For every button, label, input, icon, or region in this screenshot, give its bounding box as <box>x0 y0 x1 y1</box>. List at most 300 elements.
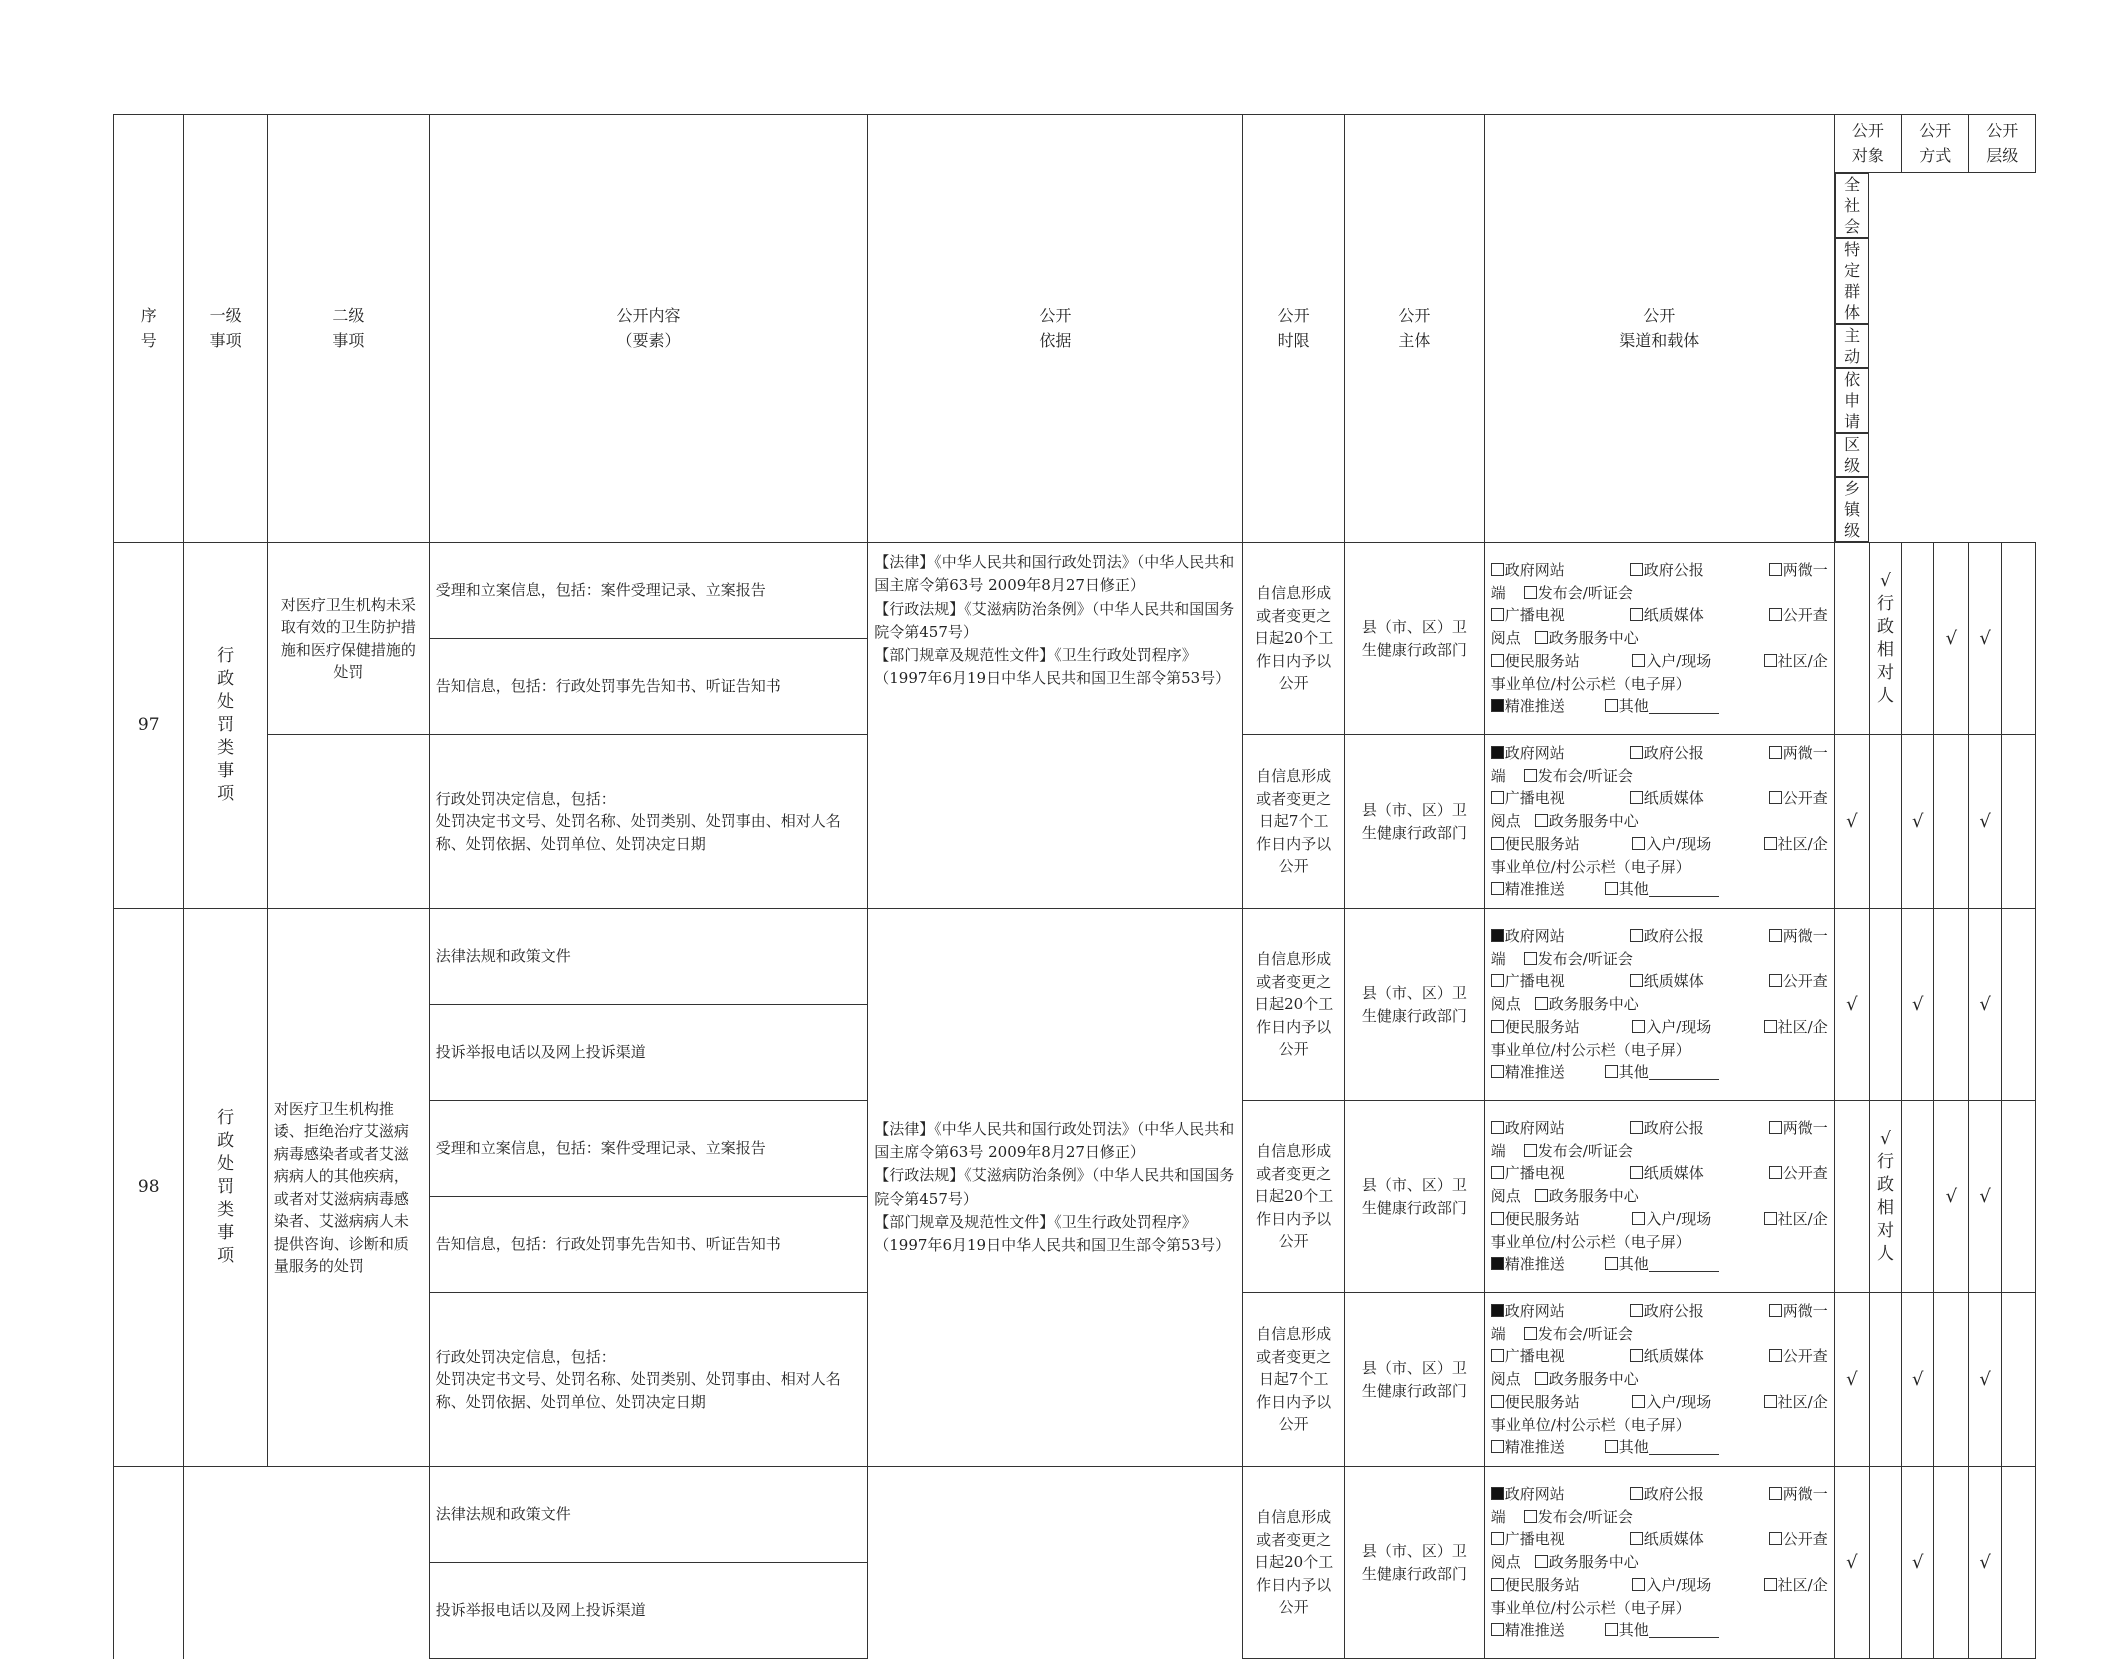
checkbox-icon <box>1769 791 1782 804</box>
channel-option: 社区/企 <box>1777 1017 1828 1036</box>
check-active-99-a: √ <box>1902 1467 1934 1659</box>
channel-option: 端 <box>1490 583 1506 602</box>
blank-line <box>1649 1440 1719 1455</box>
channel-option: 政府公报 <box>1643 1302 1704 1321</box>
channel-option: 事业单位/村公示栏（电子屏） <box>1490 1040 1691 1059</box>
checkbox-icon <box>1632 1395 1645 1408</box>
checkbox-icon <box>1535 1372 1548 1385</box>
channel-option: 入户/现场 <box>1646 1575 1712 1594</box>
category-char: 罚 <box>217 1177 235 1197</box>
header-level: 公开 层级 <box>1969 115 2036 173</box>
channel-option: 阅点 <box>1490 812 1521 831</box>
category-char: 行 <box>217 1108 235 1128</box>
checkbox-icon <box>1491 1532 1504 1545</box>
check-active-97-a <box>1902 543 1934 735</box>
basis-97: 【法律】《中华人民共和国行政处罚法》（中华人民共和国主席令第63号 2009年8月27日修正） 【行政法规】《艾滋病防治条例》（中华人民共和国国务院令第457号） 【部门规章及规范性文件】《卫生行政处罚程序》（1997年6月19日中华人民共和国卫生部令第53号） <box>868 543 1243 909</box>
category-char: 项 <box>217 1246 235 1266</box>
checkbox-icon <box>1524 769 1537 782</box>
checkbox-icon <box>1769 1532 1782 1545</box>
channel-option: 政务服务中心 <box>1548 1370 1639 1389</box>
checkbox-icon <box>1764 1395 1777 1408</box>
checkbox-icon <box>1630 1304 1643 1317</box>
channel-option: 社区/企 <box>1777 834 1828 853</box>
channel-option: 公开查 <box>1782 606 1828 625</box>
channel-99-a <box>1484 1467 1834 1659</box>
channel-option: 政府公报 <box>1643 927 1704 946</box>
channel-option: 政府公报 <box>1643 561 1704 580</box>
channel-option: 端 <box>1490 949 1506 968</box>
check-district-98-e: √ <box>1969 1293 2001 1467</box>
channel-option: 政务服务中心 <box>1548 629 1639 648</box>
checkbox-icon <box>1491 608 1504 621</box>
channel-option: 发布会/听证会 <box>1537 1507 1633 1526</box>
basis-99 <box>868 1467 1243 1659</box>
content-98-a: 法律法规和政策文件 <box>429 909 867 1005</box>
checkbox-icon <box>1524 1327 1537 1340</box>
check-apply-99-a <box>1934 1467 1969 1659</box>
channel-option: 阅点 <box>1490 995 1521 1014</box>
category-98 <box>184 909 267 1467</box>
channel-option: 政府网站 <box>1504 744 1565 763</box>
limit-97-a: 自信息形成 或者变更之 日起20个工 作日内予以 公开 <box>1243 543 1345 735</box>
channel-option: 公开查 <box>1782 972 1828 991</box>
channel-option: 其他 <box>1618 1438 1649 1457</box>
seq-98: 98 <box>114 909 184 1467</box>
channel-option: 精准推送 <box>1504 1621 1565 1640</box>
specific-group-char: 对 <box>1877 662 1895 683</box>
seq-99 <box>114 1467 184 1659</box>
checkbox-icon <box>1632 837 1645 850</box>
channel-option: 阅点 <box>1490 1370 1521 1389</box>
header-target-specific: 特 定 群 体 <box>1835 238 1870 324</box>
checkbox-icon <box>1535 1189 1548 1202</box>
checkbox-icon <box>1630 563 1643 576</box>
channel-option: 政府网站 <box>1504 1302 1565 1321</box>
check-specific-97-c <box>1869 735 1901 909</box>
header-mode-active: 主 动 <box>1835 324 1870 368</box>
check-all-98-c <box>1834 1101 1869 1293</box>
specific-group-char: √ <box>1880 570 1891 591</box>
category-char: 项 <box>217 784 235 804</box>
checkbox-icon <box>1491 1440 1504 1453</box>
subject-97-a: 县（市、区）卫 生健康行政部门 <box>1344 543 1484 735</box>
channel-option: 两微一 <box>1782 1119 1828 1138</box>
channel-option: 政务服务中心 <box>1548 1187 1639 1206</box>
check-district-97-a: √ <box>1969 543 2001 735</box>
checkbox-icon <box>1630 746 1643 759</box>
checkbox-icon <box>1769 563 1782 576</box>
channel-option: 公开查 <box>1782 1164 1828 1183</box>
channel-option: 入户/现场 <box>1646 1017 1712 1036</box>
disclosure-table <box>113 114 2036 1659</box>
channel-option: 其他 <box>1618 1063 1649 1082</box>
checkbox-icon <box>1491 929 1504 942</box>
limit-98-c: 自信息形成 或者变更之 日起20个工 作日内予以 公开 <box>1243 1101 1345 1293</box>
category-char: 类 <box>217 1200 235 1220</box>
category-char: 类 <box>217 738 235 758</box>
check-apply-98-c: √ <box>1934 1101 1969 1293</box>
checkbox-icon <box>1491 837 1504 850</box>
check-apply-98-a <box>1934 909 1969 1101</box>
category-char: 事 <box>217 761 235 781</box>
specific-group-char: 行 <box>1877 593 1895 614</box>
channel-option: 政府网站 <box>1504 927 1565 946</box>
channel-option: 两微一 <box>1782 561 1828 580</box>
content-98-d: 告知信息，包括：行政处罚事先告知书、听证告知书 <box>429 1197 867 1293</box>
checkbox-icon <box>1630 1349 1643 1362</box>
header-mode-apply: 依 申 请 <box>1835 368 1870 433</box>
channel-option: 入户/现场 <box>1646 651 1712 670</box>
checkbox-icon <box>1491 746 1504 759</box>
seq-97: 97 <box>114 543 184 909</box>
checkbox-icon <box>1605 1257 1618 1270</box>
channel-option: 两微一 <box>1782 927 1828 946</box>
channel-97-c <box>1484 735 1834 909</box>
checkbox-icon <box>1630 929 1643 942</box>
checkbox-icon <box>1491 1487 1504 1500</box>
content-97-b: 告知信息，包括：行政处罚事先告知书、听证告知书 <box>429 639 867 735</box>
check-specific-98-c <box>1869 1101 1901 1293</box>
check-town-99-a <box>2001 1467 2035 1659</box>
content-98-b: 投诉举报电话以及网上投诉渠道 <box>429 1005 867 1101</box>
checkbox-icon <box>1524 1144 1537 1157</box>
channel-98-c <box>1484 1101 1834 1293</box>
check-town-98-c <box>2001 1101 2035 1293</box>
checkbox-icon <box>1491 699 1504 712</box>
channel-option: 纸质媒体 <box>1643 606 1704 625</box>
specific-group-char: 行 <box>1877 1151 1895 1172</box>
header-content: 公开内容 （要素） <box>429 115 867 543</box>
content-97-a: 受理和立案信息，包括：案件受理记录、立案报告 <box>429 543 867 639</box>
channel-option: 其他 <box>1618 1621 1649 1640</box>
checkbox-icon <box>1535 631 1548 644</box>
channel-option: 纸质媒体 <box>1643 789 1704 808</box>
checkbox-icon <box>1764 654 1777 667</box>
category-char: 事 <box>217 1223 235 1243</box>
channel-option: 社区/企 <box>1777 651 1828 670</box>
subject-98-c: 县（市、区）卫 生健康行政部门 <box>1344 1101 1484 1293</box>
header-level2: 二级 事项 <box>267 115 429 543</box>
specific-group-char: √ <box>1880 1128 1891 1149</box>
subject-98-e: 县（市、区）卫 生健康行政部门 <box>1344 1293 1484 1467</box>
channel-option: 事业单位/村公示栏（电子屏） <box>1490 1598 1691 1617</box>
check-town-98-a <box>2001 909 2035 1101</box>
channel-option: 公开查 <box>1782 1347 1828 1366</box>
channel-option: 政府网站 <box>1504 1485 1565 1504</box>
checkbox-icon <box>1535 997 1548 1010</box>
checkbox-icon <box>1630 1166 1643 1179</box>
channel-option: 其他 <box>1618 1255 1649 1274</box>
header-level1: 一级 事项 <box>184 115 267 543</box>
specific-group-char: 相 <box>1877 639 1895 660</box>
checkbox-icon <box>1769 1349 1782 1362</box>
check-specific-98-a <box>1869 909 1901 1101</box>
item-97-continued <box>267 735 429 909</box>
checkbox-icon <box>1764 1020 1777 1033</box>
checkbox-icon <box>1764 1212 1777 1225</box>
check-all-98-e: √ <box>1834 1293 1869 1467</box>
checkbox-icon <box>1632 1212 1645 1225</box>
channel-option: 精准推送 <box>1504 697 1565 716</box>
channel-option: 入户/现场 <box>1646 834 1712 853</box>
check-town-97-a <box>2001 543 2035 735</box>
check-specific-97-a <box>1869 543 1901 735</box>
channel-option: 社区/企 <box>1777 1575 1828 1594</box>
content-98-e: 行政处罚决定信息，包括： 处罚决定书文号、处罚名称、处罚类别、处罚事由、相对人名称、处罚依据、处罚单位、处罚决定日期 <box>429 1293 867 1467</box>
checkbox-icon <box>1769 1121 1782 1134</box>
checkbox-icon <box>1769 746 1782 759</box>
check-district-98-c: √ <box>1969 1101 2001 1293</box>
channel-option: 广播电视 <box>1504 606 1565 625</box>
checkbox-icon <box>1491 1623 1504 1636</box>
channel-option: 公开查 <box>1782 1530 1828 1549</box>
check-town-98-e <box>2001 1293 2035 1467</box>
checkbox-icon <box>1632 654 1645 667</box>
checkbox-icon <box>1764 1578 1777 1591</box>
checkbox-icon <box>1605 1623 1618 1636</box>
channel-option: 阅点 <box>1490 1553 1521 1572</box>
category-char: 行 <box>217 646 235 666</box>
checkbox-icon <box>1605 882 1618 895</box>
channel-option: 两微一 <box>1782 1302 1828 1321</box>
checkbox-icon <box>1605 1440 1618 1453</box>
checkbox-icon <box>1524 586 1537 599</box>
checkbox-icon <box>1491 1304 1504 1317</box>
item-98: 对医疗卫生机构推诿、拒绝治疗艾滋病病毒感染者或者艾滋病病人的其他疾病，或者对艾滋病病毒感染者、艾滋病病人未提供咨询、诊断和质量服务的处罚 <box>267 909 429 1467</box>
basis-98: 【法律】《中华人民共和国行政处罚法》（中华人民共和国主席令第63号 2009年8月27日修正） 【行政法规】《艾滋病防治条例》（中华人民共和国国务院令第457号） 【部门规章及规范性文件】《卫生行政处罚程序》（1997年6月19日中华人民共和国卫生部令第53号） <box>868 909 1243 1467</box>
limit-98-e: 自信息形成 或者变更之 日起7个工 作日内予以 公开 <box>1243 1293 1345 1467</box>
channel-option: 事业单位/村公示栏（电子屏） <box>1490 674 1691 693</box>
channel-option: 入户/现场 <box>1646 1209 1712 1228</box>
subject-97-c: 县（市、区）卫 生健康行政部门 <box>1344 735 1484 909</box>
category-99 <box>184 1467 267 1659</box>
category-char: 处 <box>217 1154 235 1174</box>
channel-option: 发布会/听证会 <box>1537 583 1633 602</box>
channel-option: 公开查 <box>1782 789 1828 808</box>
channel-option: 便民服务站 <box>1504 834 1580 853</box>
item-97: 对医疗卫生机构未采取有效的卫生防护措施和医疗保健措施的处罚 <box>267 543 429 735</box>
blank-line <box>1649 1623 1719 1638</box>
checkbox-icon <box>1630 1487 1643 1500</box>
check-specific-98-e <box>1869 1293 1901 1467</box>
blank-line <box>1649 882 1719 897</box>
header-channel: 公开 渠道和载体 <box>1484 115 1834 543</box>
checkbox-icon <box>1524 1510 1537 1523</box>
channel-option: 纸质媒体 <box>1643 1530 1704 1549</box>
checkbox-icon <box>1491 1395 1504 1408</box>
specific-group-char: 人 <box>1877 685 1895 706</box>
check-all-97-c: √ <box>1834 735 1869 909</box>
content-99-a: 法律法规和政策文件 <box>429 1467 867 1563</box>
category-char: 政 <box>217 669 235 689</box>
channel-option: 其他 <box>1618 880 1649 899</box>
checkbox-icon <box>1632 1020 1645 1033</box>
channel-option: 政务服务中心 <box>1548 812 1639 831</box>
checkbox-icon <box>1605 1065 1618 1078</box>
checkbox-icon <box>1491 1020 1504 1033</box>
channel-option: 政府公报 <box>1643 1485 1704 1504</box>
channel-option: 端 <box>1490 1324 1506 1343</box>
category-char: 罚 <box>217 715 235 735</box>
check-specific-99-a <box>1869 1467 1901 1659</box>
channel-option: 便民服务站 <box>1504 1575 1580 1594</box>
checkbox-icon <box>1630 1532 1643 1545</box>
check-all-98-a: √ <box>1834 909 1869 1101</box>
header-subject: 公开 主体 <box>1344 115 1484 543</box>
check-all-97-a <box>1834 543 1869 735</box>
channel-option: 发布会/听证会 <box>1537 1141 1633 1160</box>
checkbox-icon <box>1535 814 1548 827</box>
channel-option: 纸质媒体 <box>1643 1347 1704 1366</box>
checkbox-icon <box>1491 1065 1504 1078</box>
channel-option: 发布会/听证会 <box>1537 949 1633 968</box>
checkbox-icon <box>1491 1166 1504 1179</box>
channel-option: 事业单位/村公示栏（电子屏） <box>1490 1415 1691 1434</box>
checkbox-icon <box>1769 974 1782 987</box>
channel-option: 事业单位/村公示栏（电子屏） <box>1490 1232 1691 1251</box>
channel-option: 社区/企 <box>1777 1392 1828 1411</box>
channel-option: 发布会/听证会 <box>1537 1324 1633 1343</box>
channel-98-e <box>1484 1293 1834 1467</box>
checkbox-icon <box>1491 654 1504 667</box>
channel-option: 社区/企 <box>1777 1209 1828 1228</box>
channel-option: 精准推送 <box>1504 1255 1565 1274</box>
checkbox-icon <box>1491 563 1504 576</box>
header-target-all: 全 社 会 <box>1835 173 1870 238</box>
specific-group-char: 对 <box>1877 1220 1895 1241</box>
channel-option: 政务服务中心 <box>1548 1553 1639 1572</box>
channel-option: 政务服务中心 <box>1548 995 1639 1014</box>
checkbox-icon <box>1769 1487 1782 1500</box>
channel-option: 精准推送 <box>1504 1438 1565 1457</box>
check-apply-97-c <box>1934 735 1969 909</box>
channel-option: 广播电视 <box>1504 1347 1565 1366</box>
specific-group-char: 政 <box>1877 616 1895 637</box>
checkbox-icon <box>1524 952 1537 965</box>
blank-line <box>1649 1257 1719 1272</box>
checkbox-icon <box>1491 1349 1504 1362</box>
check-active-98-e: √ <box>1902 1293 1934 1467</box>
channel-option: 端 <box>1490 1507 1506 1526</box>
channel-option: 事业单位/村公示栏（电子屏） <box>1490 857 1691 876</box>
checkbox-icon <box>1769 929 1782 942</box>
channel-option: 纸质媒体 <box>1643 1164 1704 1183</box>
check-active-98-c <box>1902 1101 1934 1293</box>
header-mode: 公开 方式 <box>1902 115 1969 173</box>
channel-option: 纸质媒体 <box>1643 972 1704 991</box>
channel-option: 精准推送 <box>1504 880 1565 899</box>
header-target: 公开 对象 <box>1834 115 1901 173</box>
channel-option: 便民服务站 <box>1504 1209 1580 1228</box>
item-99 <box>267 1467 429 1659</box>
channel-option: 两微一 <box>1782 1485 1828 1504</box>
blank-line <box>1649 1065 1719 1080</box>
check-apply-97-a: √ <box>1934 543 1969 735</box>
checkbox-icon <box>1491 1212 1504 1225</box>
content-97-c: 行政处罚决定信息，包括： 处罚决定书文号、处罚名称、处罚类别、处罚事由、相对人名称、处罚依据、处罚单位、处罚决定日期 <box>429 735 867 909</box>
channel-option: 端 <box>1490 766 1506 785</box>
checkbox-icon <box>1491 1257 1504 1270</box>
channel-option: 阅点 <box>1490 629 1521 648</box>
checkbox-icon <box>1630 608 1643 621</box>
channel-option: 政府公报 <box>1643 744 1704 763</box>
checkbox-icon <box>1769 1166 1782 1179</box>
category-char: 处 <box>217 692 235 712</box>
channel-option: 广播电视 <box>1504 789 1565 808</box>
checkbox-icon <box>1769 1304 1782 1317</box>
check-active-97-c: √ <box>1902 735 1934 909</box>
header-basis: 公开 依据 <box>868 115 1243 543</box>
category-97 <box>184 543 267 909</box>
channel-option: 广播电视 <box>1504 972 1565 991</box>
check-apply-98-e <box>1934 1293 1969 1467</box>
check-district-99-a: √ <box>1969 1467 2001 1659</box>
checkbox-icon <box>1605 699 1618 712</box>
channel-option: 便民服务站 <box>1504 651 1580 670</box>
content-99-b: 投诉举报电话以及网上投诉渠道 <box>429 1563 867 1659</box>
channel-option: 端 <box>1490 1141 1506 1160</box>
checkbox-icon <box>1630 1121 1643 1134</box>
header-level-district: 区 级 <box>1835 433 1870 477</box>
specific-group-char: 相 <box>1877 1197 1895 1218</box>
channel-option: 广播电视 <box>1504 1164 1565 1183</box>
checkbox-icon <box>1630 791 1643 804</box>
channel-option: 其他 <box>1618 697 1649 716</box>
subject-98-a: 县（市、区）卫 生健康行政部门 <box>1344 909 1484 1101</box>
limit-98-a: 自信息形成 或者变更之 日起20个工 作日内予以 公开 <box>1243 909 1345 1101</box>
channel-option: 入户/现场 <box>1646 1392 1712 1411</box>
channel-option: 阅点 <box>1490 1187 1521 1206</box>
specific-group-char: 人 <box>1877 1243 1895 1264</box>
checkbox-icon <box>1632 1578 1645 1591</box>
checkbox-icon <box>1491 791 1504 804</box>
channel-option: 政府网站 <box>1504 561 1565 580</box>
header-time-limit: 公开 时限 <box>1243 115 1345 543</box>
blank-line <box>1649 699 1719 714</box>
limit-97-c: 自信息形成 或者变更之 日起7个工 作日内予以 公开 <box>1243 735 1345 909</box>
specific-group-char: 政 <box>1877 1174 1895 1195</box>
check-all-99-a: √ <box>1834 1467 1869 1659</box>
channel-option: 政府公报 <box>1643 1119 1704 1138</box>
channel-option: 便民服务站 <box>1504 1392 1580 1411</box>
header-level-town: 乡 镇 级 <box>1835 477 1870 542</box>
channel-option: 两微一 <box>1782 744 1828 763</box>
checkbox-icon <box>1491 1578 1504 1591</box>
checkbox-icon <box>1764 837 1777 850</box>
checkbox-icon <box>1491 1121 1504 1134</box>
header-seq: 序 号 <box>114 115 184 543</box>
checkbox-icon <box>1769 608 1782 621</box>
channel-option: 广播电视 <box>1504 1530 1565 1549</box>
check-town-97-c <box>2001 735 2035 909</box>
content-98-c: 受理和立案信息，包括：案件受理记录、立案报告 <box>429 1101 867 1197</box>
channel-98-a <box>1484 909 1834 1101</box>
category-char: 政 <box>217 1131 235 1151</box>
channel-option: 政府网站 <box>1504 1119 1565 1138</box>
channel-97-a <box>1484 543 1834 735</box>
channel-option: 精准推送 <box>1504 1063 1565 1082</box>
subject-99-a: 县（市、区）卫 生健康行政部门 <box>1344 1467 1484 1659</box>
channel-option: 发布会/听证会 <box>1537 766 1633 785</box>
check-district-98-a: √ <box>1969 909 2001 1101</box>
limit-99-a: 自信息形成 或者变更之 日起20个工 作日内予以 公开 <box>1243 1467 1345 1659</box>
check-district-97-c: √ <box>1969 735 2001 909</box>
checkbox-icon <box>1535 1555 1548 1568</box>
checkbox-icon <box>1491 974 1504 987</box>
check-active-98-a: √ <box>1902 909 1934 1101</box>
channel-option: 便民服务站 <box>1504 1017 1580 1036</box>
checkbox-icon <box>1630 974 1643 987</box>
